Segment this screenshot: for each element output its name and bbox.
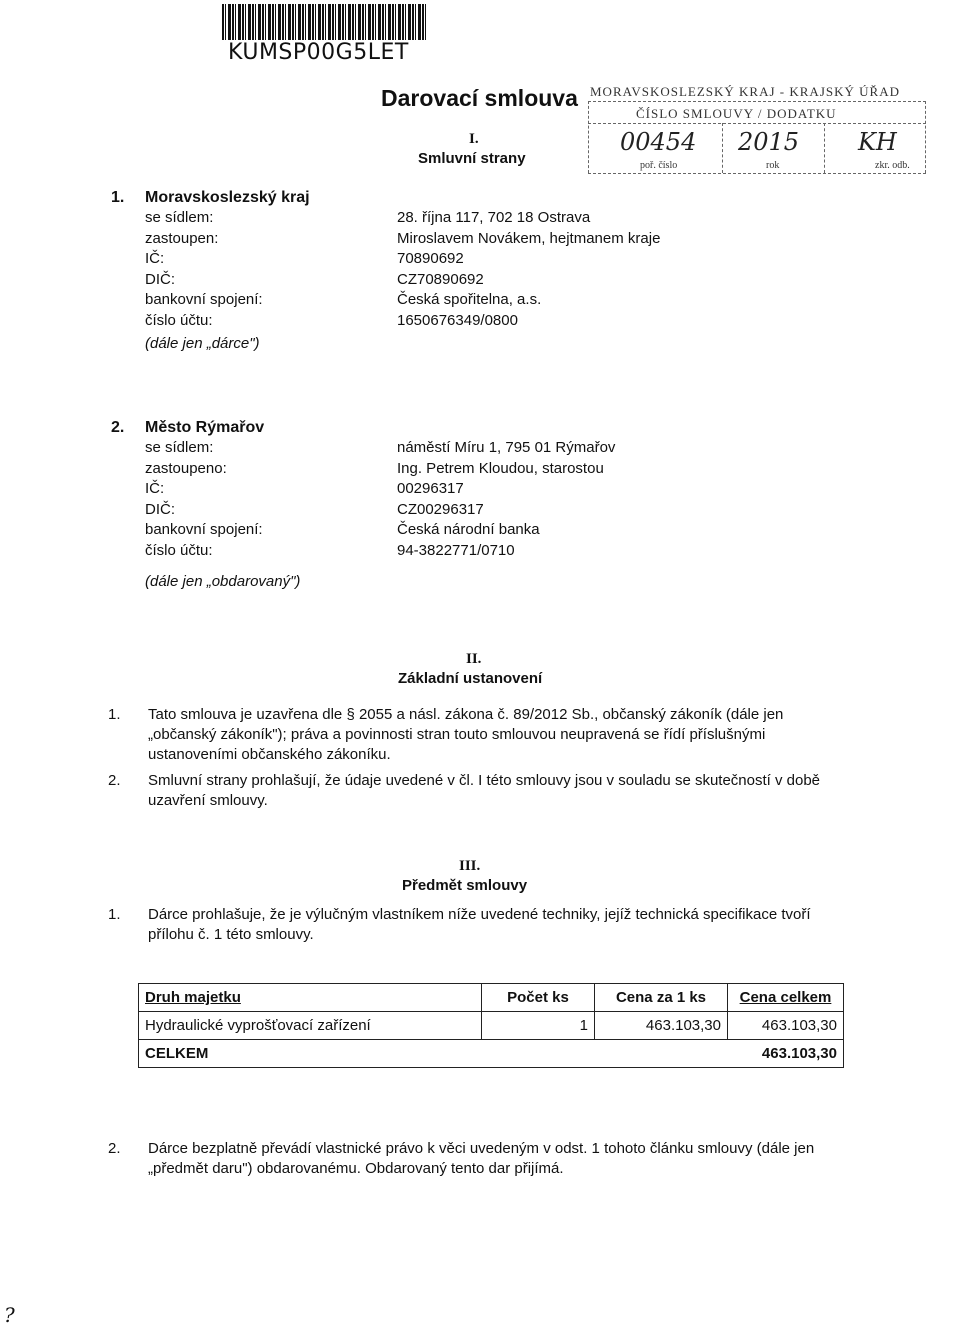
- section-3-title: Předmět smlouvy: [402, 877, 528, 894]
- table-row: [139, 1012, 844, 1040]
- stamp-subtitle: ČÍSLO SMLOUVY / DODATKU: [636, 106, 837, 121]
- party-2-value-seat: náměstí Míru 1, 795 01 Rýmařov: [397, 439, 616, 456]
- table-total-value: 463.103,30: [728, 1040, 844, 1068]
- party-2-value-account: 94-3822771/0710: [397, 541, 515, 559]
- table-cell: 1: [482, 1012, 595, 1040]
- party-2-label-dic: DIČ:: [145, 500, 175, 518]
- party-1-labels: [145, 208, 395, 331]
- party-1-name: Moravskoslezský kraj: [145, 189, 310, 206]
- party-2-values: [397, 438, 797, 561]
- party-1-label-rep: zastoupen:: [145, 229, 219, 247]
- party-1-label-account: číslo účtu:: [145, 311, 213, 329]
- party-1-value-seat: 28. října 117, 702 18 Ostrava: [397, 209, 591, 226]
- party-2-label-bank: bankovní spojení:: [145, 521, 263, 538]
- party-2-index: 2.: [111, 419, 125, 436]
- section-2-item-1-index: 1.: [108, 706, 121, 723]
- table-header: Počet ks: [482, 984, 595, 1012]
- party-1-value-account: 1650676349/0800: [397, 311, 518, 329]
- section-3-item-2-text: Dárce bezplatně převádí vlastnické právo k věci uvedeným v odst. 1 tohoto článku smlouvy (dále jen „předmět daru") obdarovanému. Obdarovaný tento dar přijímá.: [148, 1140, 815, 1177]
- party-1-label-dic: DIČ:: [145, 270, 175, 288]
- party-2-label-ic: IČ:: [145, 480, 165, 497]
- party-1-value-dic: CZ70890692: [397, 270, 484, 288]
- section-2-item-2-index: 2.: [108, 772, 121, 789]
- corner-mark: ?: [4, 1303, 15, 1327]
- barcode-text: KUMSP00G5LET: [228, 40, 409, 65]
- section-2-number: II.: [466, 651, 482, 667]
- stamp-label-year: rok: [766, 160, 780, 171]
- section-3-item-1-index: 1.: [108, 906, 121, 923]
- section-1-number: I.: [469, 131, 479, 147]
- party-1-label-bank: bankovní spojení:: [145, 291, 263, 308]
- party-2-labels: [145, 438, 395, 561]
- party-1-alias: (dále jen „dárce"): [145, 335, 260, 352]
- stamp-year: 2015: [738, 128, 800, 156]
- table-header: Druh majetku: [139, 984, 482, 1012]
- barcode: [222, 4, 427, 40]
- section-2-item-2-text: Smluvní strany prohlašují, že údaje uvedené v čl. I této smlouvy jsou v souladu se skutečností v době uzavření smlouvy.: [148, 772, 821, 809]
- party-1-value-ic: 70890692: [397, 250, 464, 267]
- section-3-item-2-index: 2.: [108, 1140, 121, 1157]
- stamp-office: MORAVSKOSLEZSKÝ KRAJ - KRAJSKÝ ÚŘAD: [590, 84, 900, 99]
- party-2-label-rep: zastoupeno:: [145, 459, 227, 477]
- party-1-value-bank: Česká spořitelna, a.s.: [397, 291, 542, 308]
- section-1-title: Smluvní strany: [418, 150, 526, 167]
- document-title: Darovací smlouva: [381, 85, 578, 111]
- section-2-title: Základní ustanovení: [398, 670, 543, 687]
- party-2-label-account: číslo účtu:: [145, 541, 213, 559]
- party-2-value-dic: CZ00296317: [397, 500, 484, 518]
- party-2-value-rep: Ing. Petrem Kloudou, starostou: [397, 459, 604, 477]
- table-cell: 463.103,30: [595, 1012, 728, 1040]
- registry-stamp: [588, 84, 928, 176]
- table-header: Cena za 1 ks: [595, 984, 728, 1012]
- section-3-item-1-text: Dárce prohlašuje, že je výlučným vlastníkem níže uvedené techniky, jejíž technická specifikace tvoří přílohu č. 1 této smlouvy.: [148, 906, 811, 943]
- party-2-label-seat: se sídlem:: [145, 439, 214, 456]
- table-cell: 463.103,30: [728, 1012, 844, 1040]
- party-2-value-bank: Česká národní banka: [397, 521, 540, 538]
- stamp-number: 00454: [620, 128, 697, 156]
- table-total-label: CELKEM: [139, 1040, 482, 1068]
- party-1-values: [397, 208, 797, 331]
- party-2-alias: (dále jen „obdarovaný"): [145, 573, 301, 590]
- asset-table: [138, 983, 844, 1068]
- party-1-label-ic: IČ:: [145, 250, 165, 267]
- party-1-value-rep: Miroslavem Novákem, hejtmanem kraje: [397, 229, 661, 247]
- party-1-label-seat: se sídlem:: [145, 209, 214, 226]
- table-total-row: [139, 1040, 844, 1068]
- table-header: Cena celkem: [728, 984, 844, 1012]
- stamp-label-number: poř. číslo: [640, 160, 678, 171]
- party-2-name: Město Rýmařov: [145, 419, 265, 436]
- section-3-number: III.: [459, 858, 481, 874]
- party-1-index: 1.: [111, 189, 125, 206]
- table-header-row: [139, 984, 844, 1012]
- table-cell: Hydraulické vyprošťovací zařízení: [139, 1012, 482, 1040]
- stamp-label-code: zkr. odb.: [875, 160, 910, 171]
- party-2-value-ic: 00296317: [397, 480, 464, 497]
- section-2-item-1-text: Tato smlouva je uzavřena dle § 2055 a násl. zákona č. 89/2012 Sb., občanský zákoník (dále jen „občanský zákoník"); práva a povinnosti stran touto smlouvou neupravená se řídí příslušnými ustanoveními občanského zákoníku.: [148, 706, 784, 763]
- stamp-code: KH: [858, 128, 897, 156]
